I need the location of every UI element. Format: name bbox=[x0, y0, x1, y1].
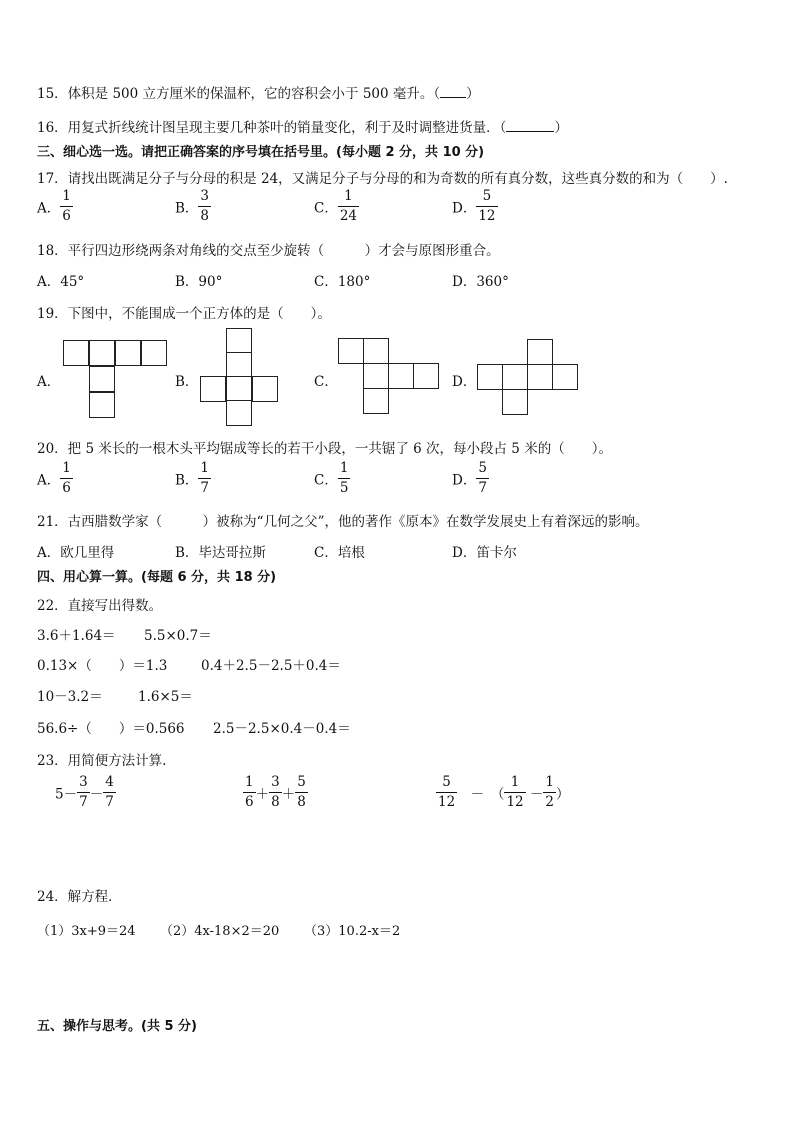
option-17-d[interactable]: D． $\frac{5}{12}$ bbox=[452, 188, 496, 224]
option-21-a[interactable]: A．欧几里得 bbox=[37, 545, 115, 561]
calc-item[interactable]: 2.5－2.5×0.4－0.4＝ bbox=[213, 721, 351, 737]
option-21-d[interactable]: D．笛卡尔 bbox=[452, 545, 517, 561]
option-21-c[interactable]: C．培根 bbox=[314, 545, 365, 561]
calc-item[interactable]: 56.6÷（ ）＝0.566 bbox=[37, 721, 185, 737]
equation-1[interactable]: （1）3x+9＝24 bbox=[37, 924, 136, 939]
calc-item[interactable]: 10－3.2＝ bbox=[37, 689, 103, 705]
question-20-text: 20．把 5 米长的一根木头平均锯成等长的若干小段，一共锯了 6 次，每小段占 5 米的（ ）。 bbox=[37, 441, 612, 457]
option-18-a[interactable]: A．45° bbox=[37, 274, 85, 290]
equation-2[interactable]: （2）4x-18×2＝20 bbox=[160, 924, 280, 939]
question-15: 15．体积是 500 立方厘米的保温杯，它的容积会小于 500 毫升。（ ） bbox=[37, 86, 480, 102]
fraction: $\frac{5}{12}$ bbox=[478, 188, 496, 224]
fraction: $\frac{4}{7}$ bbox=[105, 774, 114, 810]
question-18-text: 18．平行四边形绕两条对角线的交点至少旋转（ ）才会与原图形重合。 bbox=[37, 243, 500, 259]
option-20-d[interactable]: D． $\frac{5}{7}$ bbox=[452, 460, 487, 496]
option-17-b[interactable]: B． $\frac{3}{8}$ bbox=[175, 188, 210, 224]
fraction: $\frac{5}{7}$ bbox=[478, 460, 487, 496]
question-23-text: 23．用简便方法计算. bbox=[37, 753, 167, 769]
fraction: $\frac{1}{2}$ bbox=[545, 774, 555, 810]
option-21-b[interactable]: B．毕达哥拉斯 bbox=[175, 545, 266, 561]
fraction: $\frac{1}{5}$ bbox=[339, 460, 349, 496]
question-15-text: 15．体积是 500 立方厘米的保温杯，它的容积会小于 500 毫升。（ bbox=[37, 86, 441, 102]
option-18-d[interactable]: D．360° bbox=[452, 274, 509, 290]
question-19-text: 19．下图中，不能围成一个正方体的是（ ）。 bbox=[37, 306, 331, 322]
section-4-heading: 四、用心算一算。(每题 6 分，共 18 分) bbox=[37, 570, 277, 585]
fraction: $\frac{3}{8}$ bbox=[271, 774, 280, 810]
calc-item[interactable]: 0.13×（ ）＝1.3 bbox=[37, 658, 168, 674]
fraction: $\frac{3}{7}$ bbox=[79, 774, 88, 810]
section-3-heading: 三、细心选一选。请把正确答案的序号填在括号里。(每小题 2 分，共 10 分) bbox=[37, 145, 485, 160]
equation-3[interactable]: （3）10.2-x＝2 bbox=[304, 924, 401, 939]
calc-item[interactable]: 0.4＋2.5－2.5＋0.4＝ bbox=[201, 658, 341, 674]
question-17-text: 17．请找出既满足分子与分母的积是 24，又满足分子与分母的和为奇数的所有真分数，这些真分数的和为（ ）. bbox=[37, 171, 728, 187]
fraction: $\frac{1}{24}$ bbox=[339, 188, 358, 224]
option-20-a[interactable]: A． $\frac{1}{6}$ bbox=[37, 460, 71, 496]
calc-item[interactable]: 3.6＋1.64＝ bbox=[37, 628, 116, 644]
expression-23-2[interactable]: $\frac{1}{6}$ ＋ $\frac{3}{8}$ ＋ $\frac{5}{8}$ bbox=[245, 774, 306, 810]
question-22-text: 22．直接写出得数。 bbox=[37, 598, 163, 614]
question-16-text: 16．用复式折线统计图呈现主要几种茶叶的销量变化，利于及时调整进货量．（ bbox=[37, 120, 507, 136]
question-21-text: 21．古西腊数学家（ ）被称为“几何之父”，他的著作《原本》在数学发展史上有着深远的影响。 bbox=[37, 514, 649, 530]
question-16: 16．用复式折线统计图呈现主要几种茶叶的销量变化，利于及时调整进货量．（ ） bbox=[37, 120, 568, 136]
expression-23-1[interactable]: 5－ $\frac{3}{7}$ － $\frac{4}{7}$ bbox=[55, 774, 114, 810]
expression-23-3[interactable]: $\frac{5}{12}$ － （ $\frac{1}{12}$ － $\frac{1}{2}$ ） bbox=[438, 774, 570, 810]
option-19-c-label[interactable]: C． bbox=[314, 374, 338, 390]
option-17-c[interactable]: C． $\frac{1}{24}$ bbox=[314, 188, 358, 224]
calc-item[interactable]: 1.6×5＝ bbox=[138, 689, 193, 705]
fraction: $\frac{1}{6}$ bbox=[245, 774, 254, 810]
section-5-heading: 五、操作与思考。(共 5 分) bbox=[37, 1019, 197, 1034]
option-19-a-label[interactable]: A． bbox=[37, 374, 61, 390]
fraction: $\frac{1}{7}$ bbox=[200, 460, 210, 496]
fraction: $\frac{1}{6}$ bbox=[62, 460, 71, 496]
fraction: $\frac{3}{8}$ bbox=[200, 188, 210, 224]
fraction: $\frac{1}{12}$ bbox=[506, 774, 524, 810]
option-17-a[interactable]: A． $\frac{1}{6}$ bbox=[37, 188, 71, 224]
option-18-c[interactable]: C．180° bbox=[314, 274, 371, 290]
option-20-b[interactable]: B． $\frac{1}{7}$ bbox=[175, 460, 210, 496]
option-19-d-label[interactable]: D． bbox=[452, 374, 477, 390]
question-24-text: 24．解方程． bbox=[37, 889, 122, 905]
option-18-b[interactable]: B．90° bbox=[175, 274, 223, 290]
calc-item[interactable]: 5.5×0.7＝ bbox=[144, 628, 212, 644]
fraction: $\frac{5}{12}$ bbox=[438, 774, 456, 810]
fraction: $\frac{5}{8}$ bbox=[297, 774, 306, 810]
answer-blank-16[interactable] bbox=[506, 119, 554, 132]
option-19-b-label[interactable]: B． bbox=[175, 374, 199, 390]
answer-blank-15[interactable] bbox=[440, 85, 466, 98]
option-20-c[interactable]: C． $\frac{1}{5}$ bbox=[314, 460, 349, 496]
fraction: $\frac{1}{6}$ bbox=[62, 188, 71, 224]
